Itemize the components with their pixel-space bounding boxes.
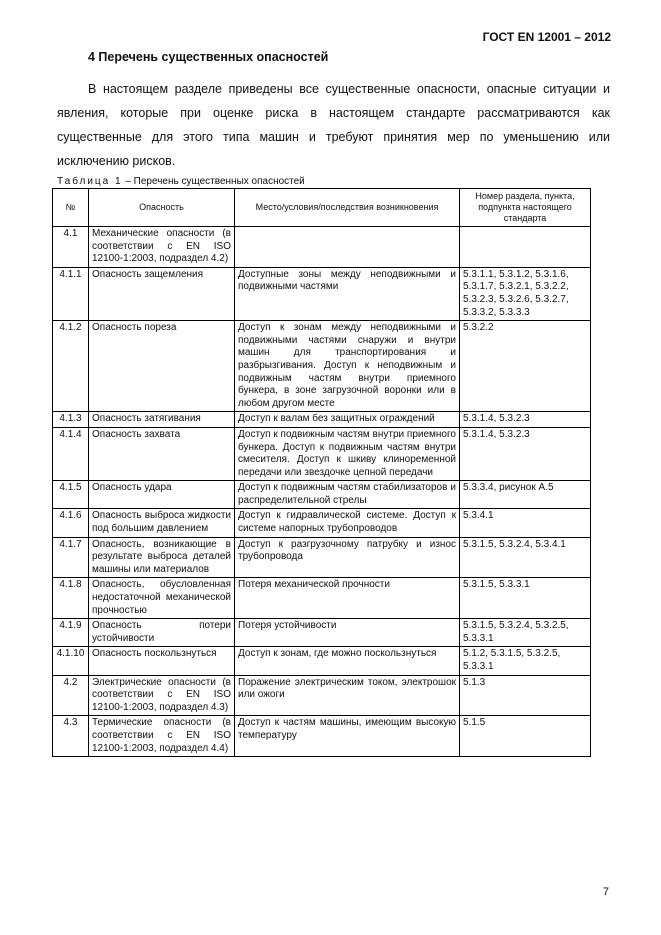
row-reference: 5.3.4.1 (460, 509, 591, 537)
table-row (53, 647, 591, 675)
row-number: 4.1.7 (53, 537, 89, 578)
row-reference: 5.1.3 (460, 675, 591, 716)
table-row (53, 509, 591, 537)
row-number: 4.1.5 (53, 481, 89, 509)
table-row (53, 427, 591, 480)
table-row (53, 675, 591, 716)
row-place: Поражение электрическим током, электрошок или ожоги (235, 675, 460, 716)
row-hazard: Термические опасности (в соответствии с EN ISO 12100-1:2003, подраздел 4.4) (89, 716, 235, 757)
row-number: 4.1 (53, 227, 89, 268)
standard-designation: ГОСТ EN 12001 – 2012 (482, 30, 611, 44)
row-hazard: Опасность, обусловленная недостаточной механической прочностью (89, 578, 235, 619)
row-place (235, 227, 460, 268)
table-caption-text: – Перечень существенных опасностей (122, 176, 305, 187)
table-row (53, 321, 591, 412)
table-row (53, 481, 591, 509)
row-place: Доступные зоны между неподвижными и подвижными частями (235, 267, 460, 320)
column-header-reference: Номер раздела, пункта, подпункта настоящего стандарта (460, 189, 591, 227)
section-title: 4 Перечень существенных опасностей (88, 50, 329, 64)
row-hazard: Опасность защемления (89, 267, 235, 320)
row-place: Доступ к валам без защитных ограждений (235, 412, 460, 428)
table-row (53, 578, 591, 619)
row-place: Доступ к зонам между неподвижными и подвижными частями снаружи и внутри машин для транспортирования и разбрызгивания. Доступ к неподвижным и подвижным частям внутри приемного бункера, в зоне загрузочной воронки или в любом другом месте (235, 321, 460, 412)
row-place: Доступ к разгрузочному патрубку и износ трубопровода (235, 537, 460, 578)
row-number: 4.1.9 (53, 619, 89, 647)
row-number: 4.3 (53, 716, 89, 757)
row-number: 4.1.8 (53, 578, 89, 619)
table-row (53, 267, 591, 320)
row-reference: 5.3.1.5, 5.3.2.4, 5.3.4.1 (460, 537, 591, 578)
table-header-row (53, 189, 591, 227)
row-hazard: Опасность захвата (89, 427, 235, 480)
row-place: Потеря устойчивости (235, 619, 460, 647)
row-reference: 5.3.1.4, 5.3.2.3 (460, 412, 591, 428)
row-reference: 5.3.1.4, 5.3.2.3 (460, 427, 591, 480)
row-reference: 5.1.5 (460, 716, 591, 757)
page-number: 7 (602, 886, 609, 898)
row-hazard: Электрические опасности (в соответствии с EN ISO 12100-1:2003, подраздел 4.3) (89, 675, 235, 716)
hazards-table (52, 188, 591, 757)
column-header-hazard: Опасность (89, 189, 235, 227)
row-number: 4.1.4 (53, 427, 89, 480)
table-row (53, 537, 591, 578)
column-header-place: Место/условия/последствия возникновения (235, 189, 460, 227)
row-reference: 5.1.2, 5.3.1.5, 5.3.2.5, 5.3.3.1 (460, 647, 591, 675)
row-hazard: Опасность потери устойчивости (89, 619, 235, 647)
row-place: Доступ к частям машины, имеющим высокую температуру (235, 716, 460, 757)
row-number: 4.2 (53, 675, 89, 716)
table-caption (57, 176, 305, 187)
row-reference: 5.3.2.2 (460, 321, 591, 412)
row-hazard: Опасность пореза (89, 321, 235, 412)
table-row (53, 412, 591, 428)
row-hazard: Опасность, возникающие в результате выброса деталей машины или материалов (89, 537, 235, 578)
table-row (53, 619, 591, 647)
table-caption-label: Таблица 1 (57, 176, 123, 187)
row-hazard: Опасность удара (89, 481, 235, 509)
row-reference: 5.3.1.5, 5.3.3.1 (460, 578, 591, 619)
row-hazard: Опасность поскользнуться (89, 647, 235, 675)
row-place: Доступ к подвижным частям стабилизаторов и распределительной стрелы (235, 481, 460, 509)
row-number: 4.1.1 (53, 267, 89, 320)
table-row (53, 716, 591, 757)
row-place: Потеря механической прочности (235, 578, 460, 619)
row-reference: 5.3.1.1, 5.3.1.2, 5.3.1.6, 5.3.1.7, 5.3.2.1, 5.3.2.2, 5.3.2.3, 5.3.2.6, 5.3.2.7, 5.3.3.2, 5.3.3.3 (460, 267, 591, 320)
row-place: Доступ к зонам, где можно поскользнуться (235, 647, 460, 675)
row-hazard: Опасность затягивания (89, 412, 235, 428)
row-hazard: Механические опасности (в соответствии с EN ISO 12100-1:2003, подраздел 4.2) (89, 227, 235, 268)
row-hazard: Опасность выброса жидкости под большим давлением (89, 509, 235, 537)
row-number: 4.1.2 (53, 321, 89, 412)
table-row (53, 227, 591, 268)
row-number: 4.1.3 (53, 412, 89, 428)
row-reference (460, 227, 591, 268)
row-reference: 5.3.3.4, рисунок А.5 (460, 481, 591, 509)
row-reference: 5.3.1.5, 5.3.2.4, 5.3.2.5, 5.3.3.1 (460, 619, 591, 647)
column-header-number: № (53, 189, 89, 227)
row-number: 4.1.10 (53, 647, 89, 675)
row-place: Доступ к подвижным частям внутри приемного бункера. Доступ к подвижным частям внутри смесителя. Доступ к шкиву клиноременной передачи или звездочке цепной передачи (235, 427, 460, 480)
row-place: Доступ к гидравлической системе. Доступ к системе напорных трубопроводов (235, 509, 460, 537)
section-intro-paragraph: В настоящем разделе приведены все существенные опасности, опасные ситуации и явления, которые при оценке риска в настоящем стандарте рассматриваются как существенные для этого типа машин и требуют принятия мер по уменьшению или исключению рисков. (57, 82, 610, 168)
row-number: 4.1.6 (53, 509, 89, 537)
